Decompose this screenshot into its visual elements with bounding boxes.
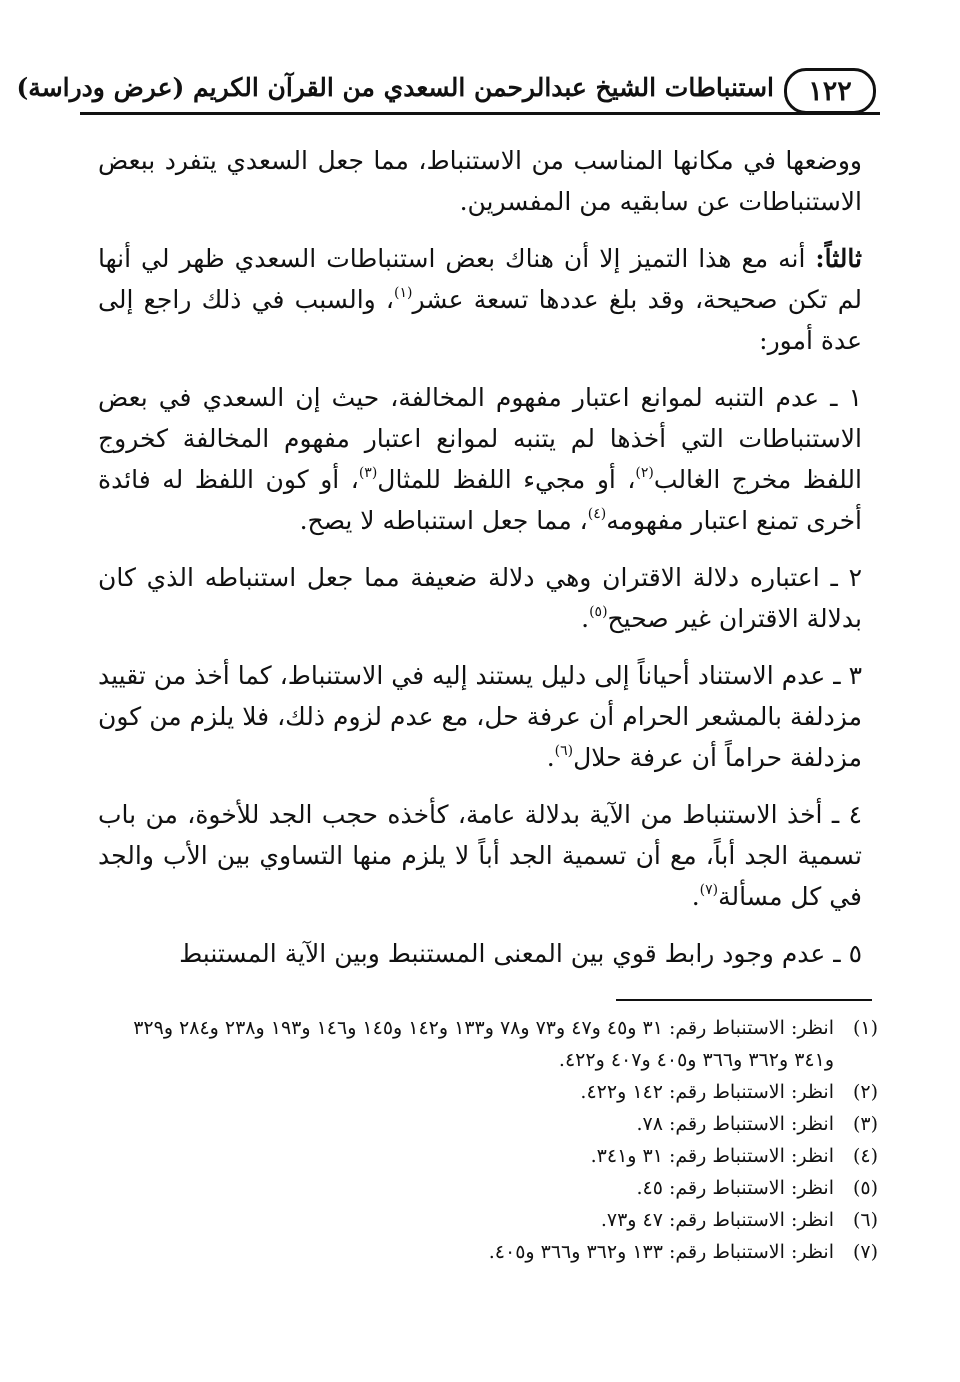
- footnote-mark: (٦): [852, 1209, 878, 1231]
- page-number: ١٢٢: [808, 75, 852, 107]
- footnote-ref[interactable]: (٢): [635, 464, 654, 481]
- footnote-text: انظر: الاستنباط رقم: ٧٨.: [636, 1113, 834, 1135]
- footnote-item: [118, 1236, 878, 1268]
- footnote-text: انظر: الاستنباط رقم: ٣١ و٤٥ و٤٧ و٧٣ و٧٨ و١٣٣ و١٤٢ و١٤٥ و١٤٦ و١٩٣ و٢٣٨ و٢٨٤ و٣٢٩ و٣٤١ و٣٦٢ و٣٦٦ و٤٠٥ و٤٠٧ و٤٢٢.: [133, 1017, 834, 1071]
- footnote-ref[interactable]: (٥): [589, 603, 608, 620]
- footnote-item: [118, 1076, 878, 1108]
- footnote-item: [118, 1012, 878, 1076]
- main-text: [98, 140, 862, 990]
- page-number-badge: [784, 68, 876, 114]
- footnote-mark: (٢): [852, 1081, 878, 1103]
- footnote-ref[interactable]: (٤): [587, 505, 607, 522]
- list-item-1: ١ ـ عدم التنبه لموانع اعتبار مفهوم المخالفة، حيث إن السعدي في بعض الاستنباطات التي أخذها لم يتنبه لموانع اعتبار مفهوم المخالفة كخروج اللفظ مخرج الغالب$^{(٢)}$، أو مجيء اللفظ للمثال$^{(٣)}$، أو كون اللفظ له فائدة أخرى تمنع اعتبار مفهومه$^{(٤)}$، مما جعل استنباطه لا يصح.: [98, 383, 862, 535]
- footnote-ref[interactable]: (٧): [699, 881, 719, 898]
- footnote-mark: (١): [852, 1017, 878, 1039]
- running-title: استنباطات الشيخ عبدالرحمن السعدي من القرآن الكريم (عرض ودراسة): [16, 73, 774, 102]
- footnote-ref[interactable]: (٣): [358, 464, 378, 481]
- footnote-text: انظر: الاستنباط رقم: ٤٧ و٧٣.: [600, 1209, 834, 1231]
- paragraph-continuation: ووضعها في مكانها المناسب من الاستنباط، مما جعل السعدي يتفرد ببعض الاستنباطات عن سابقيه من المفسرين.: [98, 146, 862, 216]
- footnote-text: انظر: الاستنباط رقم: ٣١ و٣٤١.: [590, 1145, 834, 1167]
- footnotes: [118, 1012, 878, 1268]
- footnote-item: [118, 1140, 878, 1172]
- footnote-separator: [616, 999, 872, 1001]
- paragraph-thirdly: ثالثاً: أنه مع هذا التميز إلا أن هناك بعض استنباطات السعدي ظهر لي أنها لم تكن صحيحة، وقد بلغ عددها تسعة عشر$^{(١)}$، والسبب في ذلك راجع إلى عدة أمور:: [98, 244, 862, 355]
- header-rule: [80, 112, 880, 115]
- footnote-text: انظر: الاستنباط رقم: ١٤٢ و٤٢٢.: [580, 1081, 834, 1103]
- paragraph-lead: ثالثاً:: [815, 244, 862, 273]
- page-header: [16, 66, 880, 118]
- list-item-4: ٤ ـ أخذ الاستنباط من الآية بدلالة عامة، كأخذه حجب الجد للأخوة، من باب تسمية الجد أباً، مع أن تسمية الجد أباً لا يلزم منها التساوي بين الأب والجد في كل مسألة$^{(٧)}$.: [98, 800, 862, 911]
- footnote-item: [118, 1204, 878, 1236]
- footnote-text: انظر: الاستنباط رقم: ١٣٣ و٣٦٢ و٣٦٦ و٤٠٥.: [488, 1241, 834, 1263]
- footnote-ref[interactable]: (٦): [554, 742, 574, 759]
- footnote-ref[interactable]: (١): [394, 284, 413, 301]
- footnote-mark: (٧): [852, 1241, 878, 1263]
- footnote-item: [118, 1108, 878, 1140]
- list-item-3: ٣ ـ عدم الاستناد أحياناً إلى دليل يستند إليه في الاستنباط، كما أخذ من تقييد مزدلفة بالمشعر الحرام أن عرفة حل، مع عدم لزوم ذلك، فلا يلزم من كون مزدلفة حراماً أن عرفة حلال$^{(٦)}$.: [98, 661, 862, 772]
- list-item-5: ٥ ـ عدم وجود رابط قوي بين المعنى المستنبط وبين الآية المستنبط: [179, 939, 862, 968]
- footnote-mark: (٥): [852, 1177, 878, 1199]
- footnote-item: [118, 1172, 878, 1204]
- list-item-2: ٢ ـ اعتباره دلالة الاقتران وهي دلالة ضعيفة مما جعل استنباطه الذي كان بدلالة الاقتران غير صحيح$^{(٥)}$.: [98, 563, 862, 633]
- footnote-mark: (٣): [852, 1113, 878, 1135]
- footnote-text: انظر: الاستنباط رقم: ٤٥.: [636, 1177, 834, 1199]
- footnote-mark: (٤): [852, 1145, 878, 1167]
